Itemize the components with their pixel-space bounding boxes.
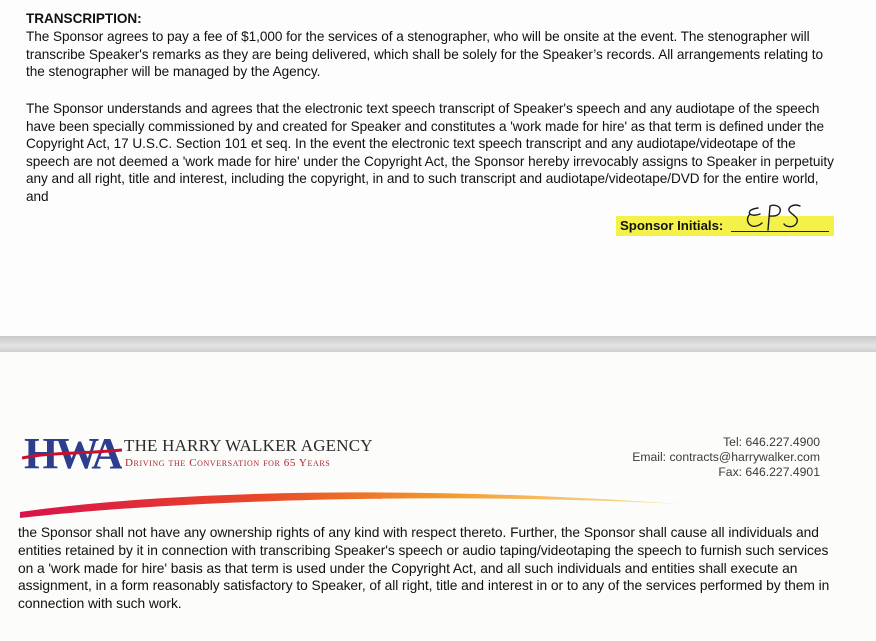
sponsor-initials-label: Sponsor Initials: (620, 218, 724, 233)
handwritten-initials-signature (738, 200, 808, 240)
hwa-logo-text: HWA (24, 429, 121, 476)
section-heading: TRANSCRIPTION: (26, 11, 142, 26)
work-for-hire-paragraph: The Sponsor understands and agrees that the electronic text speech transcript of Speaker's speech and any audiotape of the speech have been specially commissioned by and created for Speaker and constitutes a 'work made for hire' as that term is defined under the Copyright Act, 17 U.S.C. Section 101 et seq. In the event the electronic text speech transcript and any audiotape/videotape of the speech are not deemed a 'work made for hire' under the Copyright Act, the Sponsor hereby irrevocably assigns to Speaker in perpetuity any and all right, title and interest, including the copyright, in and to such transcript and audiotape/videotape/DVD for the entire world, and (26, 101, 834, 204)
agency-tagline: Driving the Conversation for 65 Years (125, 457, 331, 469)
ownership-rights-paragraph: the Sponsor shall not have any ownership rights of any kind with respect thereto. Further, the Sponsor shall cause all individuals and entities retained by it in connection with transcribing Speaker's speech or audio taping/videotaping the speech to furnish such services on a 'work made for hire' basis as that term is used under the Copyright Act, and all such individuals and entities shall execute an assignment, in a form reasonably satisfactory to Speaker, of all right, title and interest in or to any of the services performed by them in connection with such work. (18, 525, 830, 612)
agency-name: THE HARRY WALKER AGENCY (124, 436, 373, 455)
agency-email: Email: contracts@harrywalker.com (632, 450, 820, 464)
agency-fax: Fax: 646.227.4901 (718, 465, 820, 479)
hwa-logo (22, 428, 122, 476)
agency-phone: Tel: 646.227.4900 (723, 435, 820, 449)
page-gap-divider (0, 336, 876, 352)
contract-page-bottom (0, 352, 876, 641)
letterhead-swoosh (20, 482, 680, 522)
stenographer-paragraph: The Sponsor agrees to pay a fee of $1,000 for the services of a stenographer, who will be onsite at the event. The stenographer will transcribe Speaker's remarks as they are being delivered, which shall be solely for the Speaker’s records. All arrangements relating to the stenographer will be managed by the Agency. (26, 29, 824, 80)
